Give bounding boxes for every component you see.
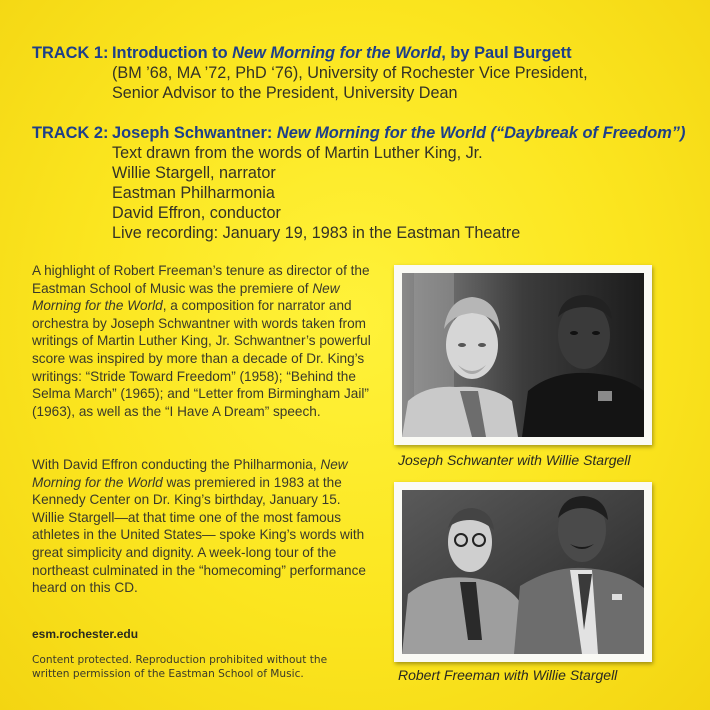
track-1 [32,43,696,103]
photo-freeman-stargell-image [402,490,644,654]
photo-1-caption: Joseph Schwanter with Willie Stargell [398,452,631,468]
photo-schwantner-stargell-image [402,273,644,437]
track-1-title [112,44,572,62]
intro-paragraph-text: A highlight of Robert Freeman’s tenure as director of the Eastman School of Music was the premiere of [32,263,370,296]
track-1-number: TRACK 1: [32,44,109,62]
track-2-title [112,124,685,142]
track-2-line: Willie Stargell, narrator [112,164,276,182]
track-1-title-prefix: Introduction to [112,44,233,62]
track-2-line: David Effron, conductor [112,204,281,222]
premiere-paragraph-text: With David Effron conducting the Philharmonia, [32,457,321,472]
track-1-heading [32,43,696,63]
photo-schwantner-stargell-frame [394,265,652,445]
photo-freeman-stargell-frame [394,482,652,662]
intro-paragraph-text: , a composition for narrator and orchestra by Joseph Schwantner with words taken from writings of Martin Luther King, Jr. Schwantner’s powerful score was inspired by more than a decade of Dr. King’s writings: “Stride Toward Freedom” (1958); “Behind the Selma March” (1965); and “Letter from Birmingham Jail” (1963), as well as the “I Have A Dream” speech. [32,298,371,419]
track-2-line: Live recording: January 19, 1983 in the Eastman Theatre [112,224,521,242]
intro-paragraph-work-title: New Morning for the World [32,280,340,314]
premiere-paragraph-text: was premiered in 1983 at the Kennedy Center on Dr. King’s birthday, January 15. Willie Stargell—at that time one of the most famous athletes in the United States— spoke King’s words with great simplicity and dignity. A week-long tour of the northeast culminated in the “homecoming” performance heard on this CD. [32,474,366,596]
track-2-title-work: New Morning for the World (“Daybreak of Freedom”) [276,124,686,142]
premiere-paragraph [32,456,372,597]
track-1-title-work: New Morning for the World [232,44,442,62]
track-2-number: TRACK 2: [32,124,109,142]
premiere-paragraph-work-title: New Morning for the World [32,457,348,490]
photo-2-caption: Robert Freeman with Willie Stargell [398,667,618,683]
track-2-heading [32,123,696,143]
track-1-line: (BM ’68, MA ’72, PhD ‘76), University of Rochester Vice President, [112,64,588,82]
photo-freeman-stargell [402,490,644,654]
track-1-title-suffix: , by Paul Burgett [441,44,572,62]
intro-paragraph [32,262,372,420]
track-2 [32,123,696,243]
copyright-notice: Content protected. Reproduction prohibited without the written permission of the Eastman School of Music. [32,654,328,680]
website-link[interactable]: esm.rochester.edu [32,627,139,641]
track-1-line: Senior Advisor to the President, University Dean [112,84,458,102]
photo-schwantner-stargell [402,273,644,437]
track-2-title-prefix: Joseph Schwantner: [112,124,277,142]
track-2-line: Eastman Philharmonia [112,184,275,202]
track-2-line: Text drawn from the words of Martin Luther King, Jr. [112,144,483,162]
